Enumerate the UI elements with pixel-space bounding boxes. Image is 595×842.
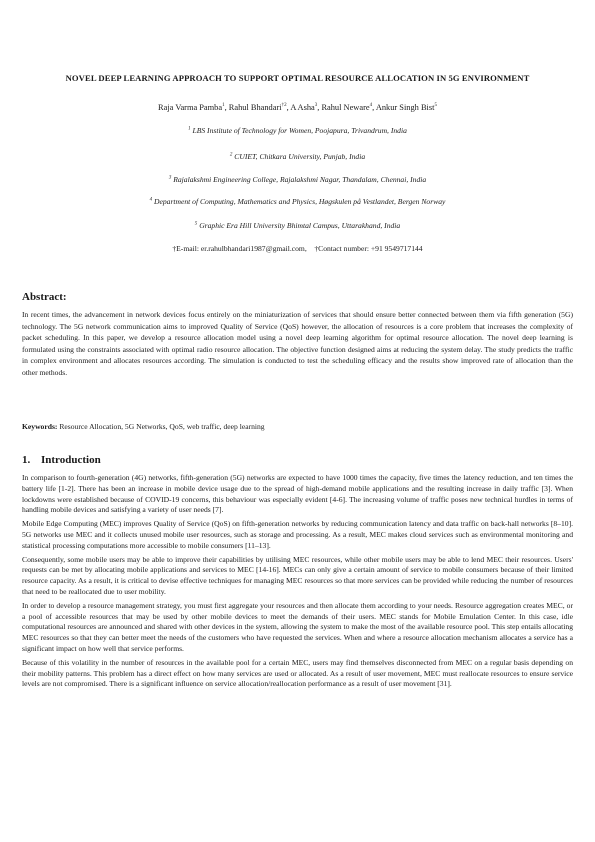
author-sup: †2 <box>281 103 287 109</box>
author-name: Rahul Bhandari <box>228 103 282 112</box>
affiliation-text: Graphic Era Hill University Bhimtal Campus, Uttarakhand, India <box>199 221 401 230</box>
author-sup: 5 <box>434 103 437 109</box>
affiliation-text: Rajalakshmi Engineering College, Rajalakshmi Nagar, Thandalam, Chennai, India <box>173 175 427 184</box>
author-sup: 1 <box>222 103 225 109</box>
paragraph: Consequently, some mobile users may be able to improve their capabilities by utilising MEC resources, while other mobile users may be able to lend MEC their resources. Users' requests can be met by allocating mobile applications and services to MEC [14-16]. MECs can only give a certain amount of service to mobile consumers because of their limited resource capacity. As a result, it is critical to devise effective techniques for managing MEC resources so that more services can be provided while reducing the number of resources that need to be reallocated due to user mobility. <box>22 554 573 596</box>
affiliation-sup: 3 <box>168 175 172 181</box>
section-number: 1. <box>22 454 31 466</box>
affiliation-sup: 1 <box>188 126 191 132</box>
affiliation-text: LBS Institute of Technology for Women, Poojapura, Trivandrum, India <box>192 126 407 135</box>
affiliation-sup: 5 <box>194 221 198 227</box>
abstract-text: In recent times, the advancement in network devices focus entirely on the miniaturization of services that should ensure better connected between them via fifth generation (5G) technology. The 5G network communication aims to improved Quality of Service (QoS) however, the allocation of resources is a core problem that increases the complexity of packet scheduling. In this paper, we develop a resource allocation model using a novel deep learning algorithm for optimal resource allocation. The novel deep learning is formulated using the constraints associated with optimal radio resource allocation. The objective function designed aims at reducing the system delay. The study predicts the traffic in complex environment and allocates resources according. The simulation is conducted to test the scheduling efficacy and the results show improved rate of allocation than the other methods. <box>22 310 573 377</box>
contact-line <box>40 243 555 254</box>
contact-email: †E-mail: er.rahulbhandari1987@gmail.com, <box>172 244 307 253</box>
keywords <box>22 421 573 432</box>
section-body <box>22 473 573 693</box>
affiliation-text: Department of Computing, Mathematics and Physics, Høgskulen på Vestlandet, Bergen Norway <box>154 197 446 206</box>
affiliation-2 <box>40 151 555 162</box>
section-heading <box>22 454 101 466</box>
author-name: Raja Varma Pamba <box>158 103 223 112</box>
author-name: Rahul Neware <box>321 103 370 112</box>
author-list: Raja Varma Pamba$^1$, Rahul Bhandari$^{\dagger 2}$, A Asha$^3$, Rahul Neware$^4$, Ankur Singh Bist$^5$ <box>158 103 437 112</box>
affiliation-text: CUIET, Chitkara University, Punjab, India <box>234 152 366 161</box>
author-sup: 4 <box>369 103 373 109</box>
paragraph: Mobile Edge Computing (MEC) improves Quality of Service (QoS) on fifth-generation networks by reducing communication latency and data traffic on back-hall networks [8–10]. 5G networks use MEC and it collects unused mobile user resources, such as storage and processing. As a result, MEC makes cloud services such as environmental monitoring and statistical processing computations more accessible to mobile consumers [11–13]. <box>22 519 573 550</box>
paragraph: In order to develop a resource management strategy, you must first aggregate your resources and then allocate them according to your needs. Resource aggregation creates MEC, or a pool of accessible resources that may be used by other mobile devices to meet the demands of their users. MEC stands for Mobile Emulation Center. In this case, idle computational resources are announced and shared with other devices in the system, allowing the system to make the most of the available resource pool. This step entails allocating MEC resources so that they can better meet the needs of the customers who have requested the services. When and where a resource allocation mechanism allocates a service has a significant impact on how well that service performs. <box>22 600 573 653</box>
author-name: A Asha <box>290 103 315 112</box>
paper-title: NOVEL DEEP LEARNING APPROACH TO SUPPORT OPTIMAL RESOURCE ALLOCATION IN 5G ENVIRONMENT <box>65 73 530 83</box>
affiliation-3 <box>40 174 555 185</box>
section-title: Introduction <box>41 454 101 466</box>
affiliation-4 <box>40 196 555 207</box>
paragraph: Because of this volatility in the number of resources in the available pool for a certain MEC, users may find themselves disconnected from MEC on a regular basis depending on their mobility patterns. This problem has a direct effect on how many services are used or allocated. As a result of user movement, MEC must reallocate resources to ensure service levels are not compromised. There is a significant influence on service allocation/reallocation performance as a result of user movement [31]. <box>22 657 573 689</box>
abstract-heading: Abstract: <box>22 291 67 303</box>
keywords-label: Keywords: <box>22 422 58 431</box>
affiliation-sup: 4 <box>149 197 153 203</box>
affiliation-1 <box>40 125 555 136</box>
author-sup: 3 <box>314 103 318 109</box>
author-name: Ankur Singh Bist <box>375 103 435 112</box>
affiliation-5 <box>40 220 555 231</box>
affiliation-sup: 2 <box>229 152 233 158</box>
paragraph: In comparison to fourth-generation (4G) networks, fifth-generation (5G) networks are expected to have 1000 times the capacity, five times the latency reduction, and ten times the battery life [1-2]. There has been an increase in mobile device usage due to the spread of high-demand mobile applications and the resulting increase in daily traffic [3]. When lockdowns were established because of COVID-19 concerns, this behaviour was especially evident [4-6]. The increasing volume of traffic poses new technical hurdles in terms of handling mobile devices and satisfying a variety of user needs [7]. <box>22 473 573 515</box>
contact-phone: †Contact number: +91 9549717144 <box>314 244 423 253</box>
keywords-text: Resource Allocation, 5G Networks, QoS, web traffic, deep learning <box>57 422 265 431</box>
